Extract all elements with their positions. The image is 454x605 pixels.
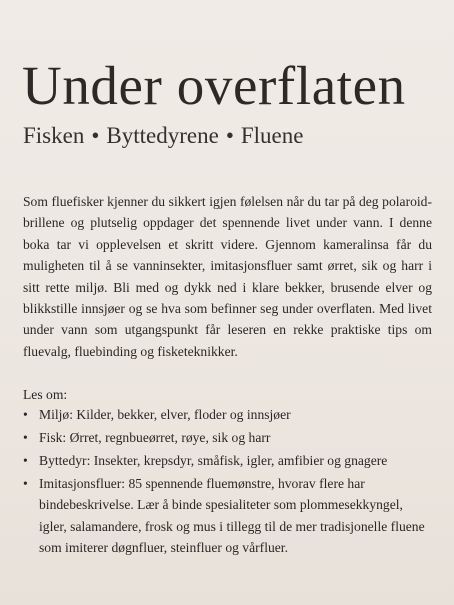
topic-item-miljo <box>23 404 433 425</box>
bullet-marker: • <box>23 476 28 491</box>
book-title: Under overflaten <box>22 55 406 116</box>
description-paragraph: Som fluefisker kjenner du sikkert igjen følelsen når du tar på deg polaroid-brillene og plutselig oppdager det spennende livet under vann. I denne boka tar vi opplevelsen et skritt videre. Gjennom kameralinsa får du muligheten til å se vanninsekter, imitasjonsfluer samt ørret, sik og harr i sitt rette miljø. Bli med og dykk ned i klare bekker, brusende elver og blikkstille innsjøer og se hva som befinner seg under overflaten. Med livet under vann som utgangspunkt får leseren en rekke praktiske tips om fluevalg, fluebinding og fisketeknikker. <box>23 194 432 359</box>
bullet-marker: • <box>23 453 28 468</box>
book-subtitle <box>23 124 303 147</box>
topic-item-byttedyr <box>23 450 433 471</box>
topics-list <box>23 404 433 560</box>
subtitle-separator: • <box>225 123 234 148</box>
subtitle-part-fisken: Fisken <box>23 123 85 148</box>
bullet-marker: • <box>23 430 28 445</box>
topic-item-imitasjonsfluer <box>23 473 433 559</box>
topic-text: Imitasjonsfluer: 85 spennende fluemønstre, hvorav flere har bindebeskrivelse. Lær å binde spesialiteter som plommesekkyngel, igler, salamandere, frosk og mus i tillegg til de mer tradisjonelle fluene som imiterer døgnfluer, steinfluer og vårfluer. <box>39 476 425 556</box>
subtitle-separator: • <box>91 123 100 148</box>
topic-text: Byttedyr: Insekter, krepsdyr, småfisk, igler, amfibier og gnagere <box>39 453 388 468</box>
bullet-marker: • <box>23 407 28 422</box>
topic-text: Fisk: Ørret, regnbueørret, røye, sik og harr <box>39 430 271 445</box>
topic-item-fisk <box>23 427 433 448</box>
subtitle-part-byttedyrene: Byttedyrene <box>106 123 219 148</box>
topics-heading: Les om: <box>23 387 68 402</box>
subtitle-part-fluene: Fluene <box>240 123 304 148</box>
topic-text: Miljø: Kilder, bekker, elver, floder og innsjøer <box>39 407 291 422</box>
